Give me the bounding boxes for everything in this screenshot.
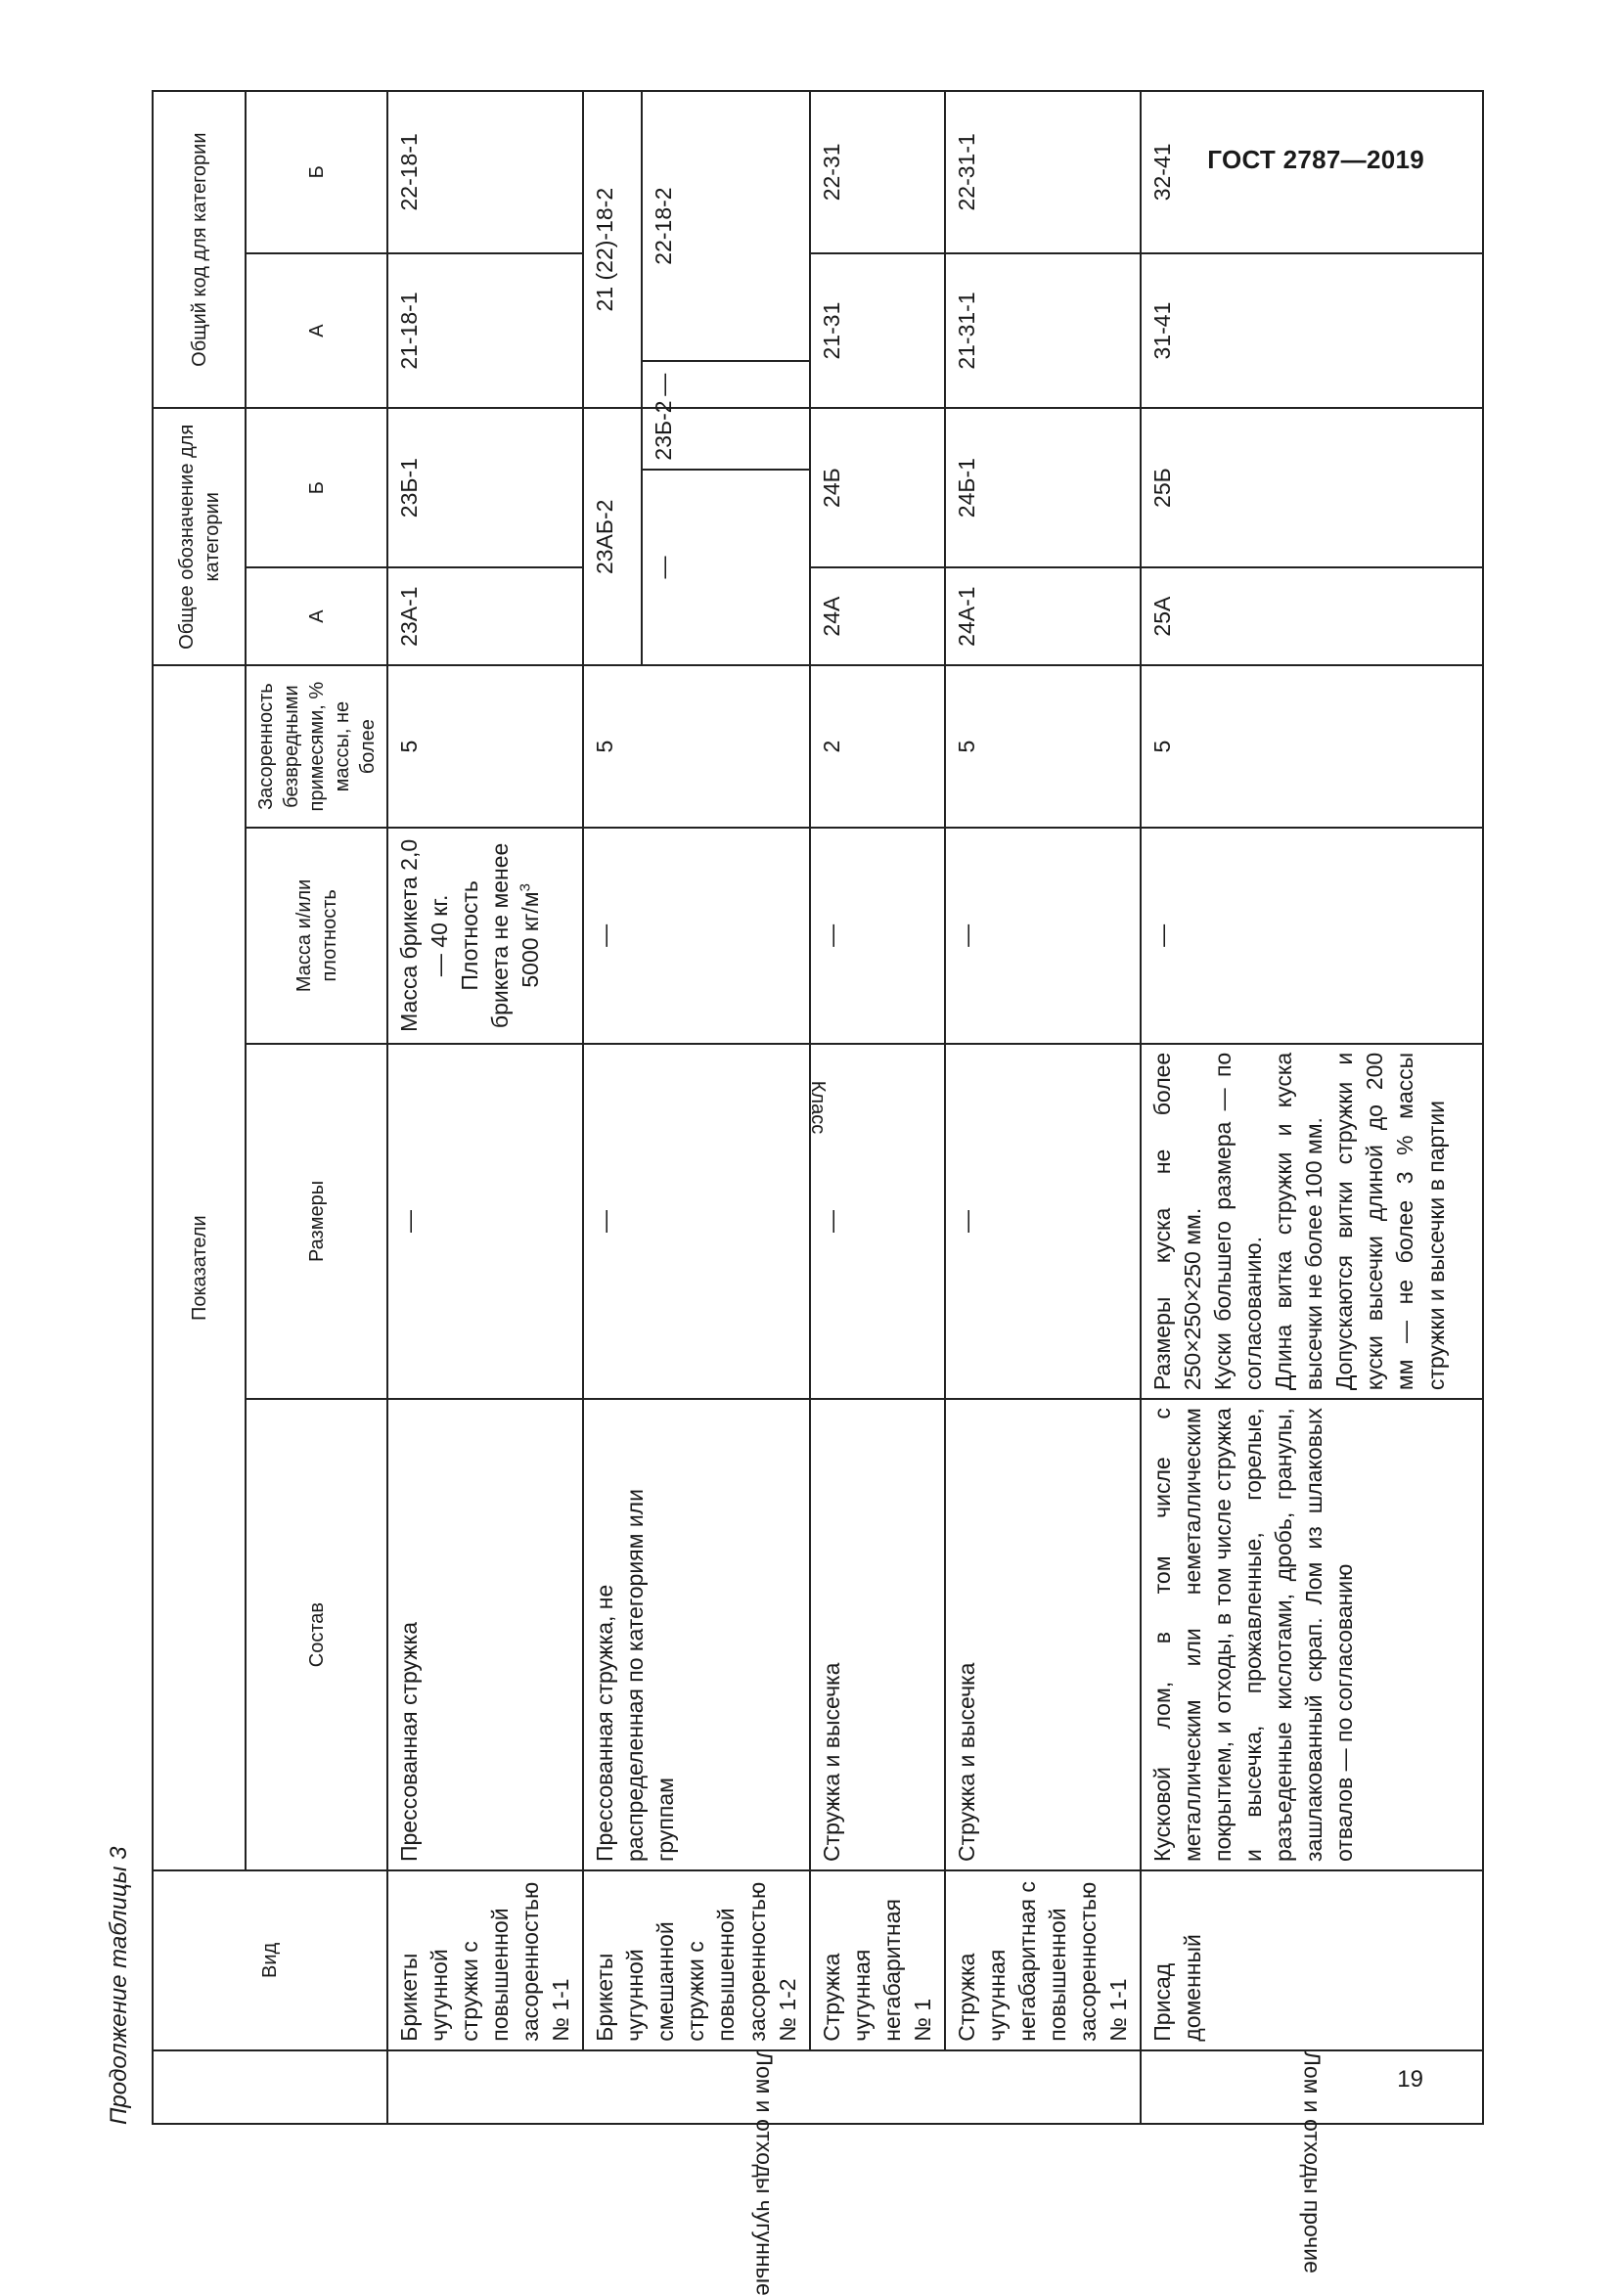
header-obozn-b: Б [246,408,387,567]
razmery-line-3: Длина витка стружки и куска высечки не более 100 мм. [1271,1052,1327,1391]
header-vid: Вид [153,1870,387,2050]
cell-kod-a: 31-41 [1141,253,1483,409]
cell-kod-b: 32-41 [1141,91,1483,253]
materials-table [152,90,1484,2296]
cell-obozn-a: 23А-1 [387,567,583,665]
table-caption: Продолжение таблицы 3 [106,1846,132,2125]
cell-kod-ab: 21 (22)-18-2 [583,91,641,408]
cell-zasor: 5 [387,665,583,828]
cell-razmery: — [583,1044,809,1399]
cell-sostav: Кусковой лом, в том числе с металлическим или неметаллическим покрытием, и отходы, в том числе стружка и высечка, прожавленные, горелые, разъеденные кислотами, дробь, гранулы, зашлакованный скрап. Лом из шлаковых отвалов — по согласованию [1141,1399,1483,1870]
class-group-other: Лом и отходы прочие [1141,2050,1483,2124]
cell-obozn-b: 23Б-1 [387,408,583,567]
massa-line-2: Плотность брикета не менее 5000 $кг/м^3$ [457,842,544,1029]
cell-vid: Брикеты чугунной смешанной стружки с повышенной засоренностью № 1-2 [583,1870,809,2050]
cell-sostav: Прессованная стружка [387,1399,583,1870]
cell-zasor: 2 [810,665,945,828]
cell-kod-b: 22-31 [810,91,945,253]
class-group-cast-iron: Лом и отходы чугунные [387,2050,1141,2124]
cell-kod-a: 21-18-1 [387,253,583,409]
cell-obozn-a: 24А-1 [945,567,1141,665]
cell-obozn-a: — [642,470,810,666]
cell-obozn-a: 25А [1141,567,1483,665]
cell-kod-a: 21-31-1 [945,253,1141,409]
cell-massa: — [583,828,809,1044]
cell-vid: Стружка чугунная негабаритная с повышенной засоренностью № 1-1 [945,1870,1141,2050]
header-kod-a: А [246,253,387,409]
cell-razmery [1141,1044,1483,1399]
header-sostav: Состав [246,1399,387,1870]
cell-massa: — [1141,828,1483,1044]
header-zasor: Засоренность безвредными примесями, % массы, не более [246,665,387,828]
table-row [583,91,641,2124]
cell-sostav: Стружка и высечка [810,1399,945,1870]
cell-vid: Присад доменный [1141,1870,1483,2050]
cell-obozn-b: 24Б [810,408,945,567]
header-row-2 [246,91,387,2124]
cell-razmery: — [810,1044,945,1399]
header-oboznachenie: Общее обозначение для категории [153,408,246,665]
page-number: 19 [1397,2066,1423,2093]
cell-obozn-b: 24Б-1 [945,408,1141,567]
header-razmery: Размеры [246,1044,387,1399]
table-row [945,91,1141,2124]
cell-zasor: 5 [945,665,1141,828]
table-row [387,91,583,2124]
cell-obozn-a: 24А [810,567,945,665]
cell-massa: — [810,828,945,1044]
standard-header: ГОСТ 2787—2019 [1207,145,1424,174]
cell-kod-b: 22-31-1 [945,91,1141,253]
cell-razmery: — [387,1044,583,1399]
header-pokazateli: Показатели [153,665,246,1870]
cell-vid: Стружка чугунная негабаритная № 1 [810,1870,945,2050]
cell-kod-b: 22-18-1 [387,91,583,253]
cell-kod-a: — [642,361,810,408]
header-kod-b: Б [246,91,387,253]
cell-razmery: — [945,1044,1141,1399]
header-massa: Масса и/или плотность [246,828,387,1044]
razmery-line-2: Куски большего размера — по согласованию. [1210,1052,1267,1391]
header-klass: Класс [153,2050,387,2124]
cell-kod-b: 22-18-2 [642,91,810,361]
razmery-line-1: Размеры куска не более 250×250×250 мм. [1149,1052,1206,1391]
header-kod: Общий код для категории [153,91,246,408]
cell-zasor: 5 [583,665,809,828]
cell-sostav: Стружка и высечка [945,1399,1141,1870]
header-obozn-a: А [246,567,387,665]
cell-obozn-ab: 23АБ-2 [583,408,641,665]
razmery-line-4: Допускаются витки стружки и куски высечки длиной до 200 мм — не более 3 % массы стружки и высечки в партии [1331,1052,1449,1391]
cell-obozn-b: 25Б [1141,408,1483,567]
cell-obozn-b: 23Б-2 [642,408,810,469]
cell-kod-a: 21-31 [810,253,945,409]
header-row-1 [153,91,246,2124]
cell-zasor: 5 [1141,665,1483,828]
cell-sostav: Прессованная стружка, не распределенная по категориям или группам [583,1399,809,1870]
cell-massa: — [945,828,1141,1044]
massa-line-1: Масса брикета 2,0 — 40 кг. [396,838,453,1032]
cell-massa [387,828,583,1044]
cell-vid: Брикеты чугунной стружки с повышенной засоренностью № 1-1 [387,1870,583,2050]
table-row [1141,91,1483,2124]
